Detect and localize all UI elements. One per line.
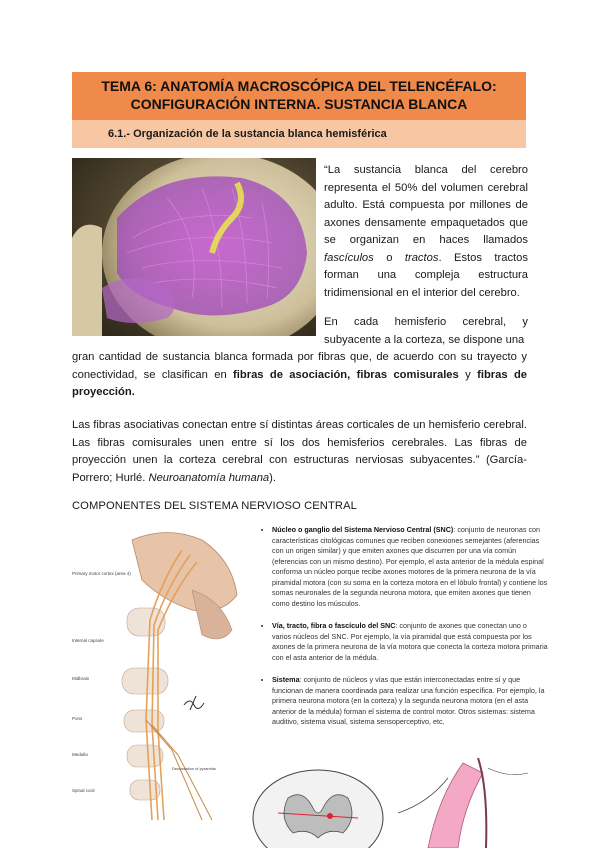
quote-paragraph-3: [72, 349, 527, 402]
label-decussation: Decussation of pyramids: [172, 766, 216, 771]
components-list: [258, 525, 548, 740]
punctuation: ).: [269, 471, 276, 484]
separator: y: [458, 368, 478, 381]
chapter-title-line-2: CONFIGURACIÓN INTERNA. SUSTANCIA BLANCA: [130, 96, 468, 112]
term-via: Vía, tracto, fibra o fascículo del SNC: [272, 621, 396, 630]
term-fibras-comisurales: fibras comisurales: [356, 368, 459, 381]
quote-text: . Estos tractos forman una compleja estructura tridimensional en el interior del cerebro.: [324, 251, 528, 299]
list-item: [272, 525, 548, 609]
definition-text: : conjunto de neuronas con características citológicas comunes que reciben conexiones semejantes (aferencias con un origen similar) y que emiten axones que discurren por una vía común (eferencias con un mismo destino). Por ejemplo, el asta anterior de la médula espinal conforma un núcleo porque recibe axones motores de la primera neurona de la vía piramidal motora (con su soma en la corteza motora en el lóbulo frontal) y contiene los somas neuronales de la segunda neurona motora, que emiten axones que tienen como destino los músculos.: [272, 525, 548, 608]
book-title: Neuroanatomía humana: [148, 471, 270, 484]
definition-text: : conjunto de núcleos y vías que están interconectadas entre sí y que funcionan de manera coordinada para realizar una función específica. Por ejemplo, la primera neurona motora (en la corteza) y la segunda neurona motora (en el asta anterior de la médula) forman el sistema de control motor. Otros sistemas: sistema auditivo, sistema visual, sistema sensoperceptivo, etc.: [272, 675, 545, 726]
term-sistema: Sistema: [272, 675, 300, 684]
label-cortex: Primary motor cortex (area 4): [72, 571, 131, 576]
motor-pathway-diagram: [72, 520, 247, 830]
section-title: COMPONENTES DEL SISTEMA NERVIOSO CENTRAL: [72, 500, 357, 512]
quote-paragraph-4: [72, 417, 527, 487]
quote-paragraph-2: En cada hemisferio cerebral, y subyacente a la corteza, se dispone una: [324, 316, 528, 346]
list-item: [272, 675, 548, 728]
quote-text: gran cantidad de sustancia blanca formada por fibras que, de acuerdo con su trayecto y conectividad, se clasifican en: [72, 351, 527, 381]
term-fasciculos: fascículos: [324, 251, 374, 264]
label-internal-capsule: Internal capsule: [72, 638, 104, 643]
list-item: [272, 621, 548, 663]
term-fibras-proyeccion: fibras de proyección: [72, 368, 527, 398]
section-subtitle: 6.1.- Organización de la sustancia blanca hemisférica: [72, 120, 526, 148]
chapter-title-line-1: TEMA 6: ANATOMÍA MACROSCÓPICA DEL TELENCÉFALO:: [101, 78, 497, 94]
spinal-cord-illustration: [248, 758, 548, 848]
label-spinal-cord: Spinal cord: [72, 788, 95, 793]
punctuation: .: [131, 386, 135, 398]
brain-tractography-image: [72, 158, 316, 336]
chapter-title-banner: [72, 72, 526, 120]
label-medulla: Medulla: [72, 752, 88, 757]
quote-paragraph-1: [324, 162, 528, 302]
term-fibras-asociacion: fibras de asociación: [233, 368, 348, 381]
separator: ,: [347, 368, 357, 381]
quote-text: Las fibras asociativas conectan entre sí distintas áreas corticales de un hemisferio cerebral. Las fibras comisurales unen entre sí los dos hemisferios cerebrales. Las fibras de proyección unen la corteza cerebral con estructuras nerviosas subyacentes.” (García-Porrero; Hurlé.: [72, 419, 527, 484]
quote-text: “La sustancia blanca del cerebro representa el 50% del volumen cerebral adulto. Está compuesta por millones de axones densamente empaquetados que se organizan en haces llamados: [324, 164, 528, 246]
term-nucleo: Núcleo o ganglio del Sistema Nervioso Central (SNC): [272, 525, 454, 534]
label-midbrain: Midbrain: [72, 676, 90, 681]
term-tractos: tractos: [404, 251, 439, 264]
label-pons: Pons: [72, 716, 83, 721]
quote-text: o: [373, 251, 405, 264]
signature-mark: [184, 696, 204, 710]
definition-text: : conjunto de axones que conectan uno o varios núcleos del SNC. Por ejemplo, la vía piramidal que está compuesta por los axones de la primera neurona de la vía motora que conecta la corteza motora primaria con el asta anterior de la médula.: [272, 621, 548, 662]
